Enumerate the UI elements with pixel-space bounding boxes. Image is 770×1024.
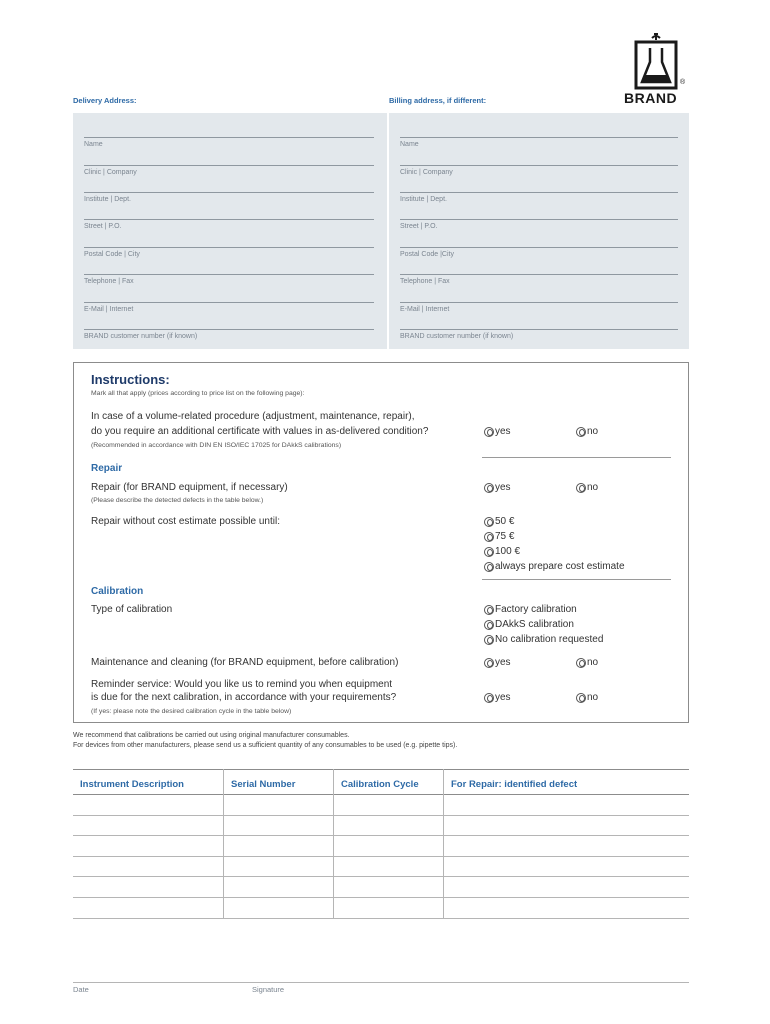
signature-line <box>73 982 689 983</box>
billing-email-field[interactable] <box>400 302 678 329</box>
billing-phone-field[interactable] <box>400 274 678 301</box>
maintenance-label: Maintenance and cleaning (for BRAND equipment, before calibration) <box>91 657 399 668</box>
option-label: Factory calibration <box>495 604 577 615</box>
maintenance-no-option[interactable] <box>576 657 598 668</box>
billing-address-box <box>389 113 689 349</box>
delivery-address-box <box>73 113 387 349</box>
radio-icon <box>484 483 494 493</box>
delivery-phone-field[interactable] <box>84 274 374 301</box>
table-row[interactable] <box>73 816 689 837</box>
field-label: BRAND customer number (if known) <box>400 333 514 340</box>
radio-icon <box>484 427 494 437</box>
radio-icon <box>576 483 586 493</box>
divider <box>482 579 671 580</box>
field-label: Institute | Dept. <box>84 196 131 203</box>
option-label: No calibration requested <box>495 634 604 645</box>
date-label: Date <box>73 985 89 994</box>
repair-no-option[interactable] <box>576 482 598 493</box>
recommendation-line1: We recommend that calibrations be carried out using original manufacturer consumables. <box>73 732 350 739</box>
header-serial-number: Serial Number <box>231 779 296 790</box>
field-label: Name <box>84 141 103 148</box>
cost-option-100[interactable] <box>484 546 520 557</box>
option-label: no <box>587 426 599 437</box>
radio-icon <box>484 562 494 572</box>
billing-name-field[interactable] <box>400 137 678 164</box>
option-label: yes <box>495 657 511 668</box>
calibration-heading: Calibration <box>91 586 144 597</box>
billing-postal-field[interactable] <box>400 247 678 274</box>
field-label: BRAND customer number (if known) <box>84 333 198 340</box>
registered-mark: ® <box>680 79 686 86</box>
delivery-name-field[interactable] <box>84 137 374 164</box>
option-label: no <box>587 692 599 703</box>
radio-icon <box>484 635 494 645</box>
radio-icon <box>576 658 586 668</box>
option-label: 50 € <box>495 516 515 527</box>
option-label: yes <box>495 426 511 437</box>
instructions-subtitle: Mark all that apply (prices according to price list on the following page): <box>91 390 305 397</box>
repair-note: (Please describe the detected defects in the table below.) <box>91 497 264 504</box>
field-label: Clinic | Company <box>400 169 453 176</box>
table-row[interactable] <box>73 898 689 919</box>
delivery-postal-field[interactable] <box>84 247 374 274</box>
column-divider <box>443 769 444 918</box>
radio-icon <box>484 620 494 630</box>
delivery-address-title: Delivery Address: <box>73 96 137 105</box>
table-row[interactable] <box>73 857 689 878</box>
billing-street-field[interactable] <box>400 219 678 246</box>
calibration-factory-option[interactable] <box>484 604 577 615</box>
table-row[interactable] <box>73 795 689 816</box>
option-label: 100 € <box>495 546 521 557</box>
recommendation-line2: For devices from other manufacturers, please send us a sufficient quantity of any consumables to be used (e.g. pipette tips). <box>73 742 458 749</box>
radio-icon <box>576 693 586 703</box>
reminder-question-line2: is due for the next calibration, in accordance with your requirements? <box>91 692 397 703</box>
radio-icon <box>576 427 586 437</box>
radio-icon <box>484 693 494 703</box>
table-row[interactable] <box>73 877 689 898</box>
option-label: yes <box>495 482 511 493</box>
cost-option-75[interactable] <box>484 531 514 542</box>
instructions-title: Instructions: <box>91 372 170 387</box>
delivery-email-field[interactable] <box>84 302 374 329</box>
certificate-no-option[interactable] <box>576 426 598 437</box>
option-label: yes <box>495 692 511 703</box>
option-label: 75 € <box>495 531 515 542</box>
certificate-question-line2: do you require an additional certificate with values in as-delivered condition? <box>91 426 429 437</box>
radio-icon <box>484 517 494 527</box>
reminder-no-option[interactable] <box>576 692 598 703</box>
field-label: Telephone | Fax <box>400 278 450 285</box>
header-calibration-cycle: Calibration Cycle <box>341 779 419 790</box>
calibration-none-option[interactable] <box>484 634 603 645</box>
instructions-box <box>73 362 689 723</box>
signature-label: Signature <box>252 985 285 994</box>
divider <box>482 457 671 458</box>
certificate-note: (Recommended in accordance with DIN EN ISO/IEC 17025 for DAkkS calibrations) <box>91 442 342 449</box>
table-header <box>73 769 689 795</box>
repair-label: Repair (for BRAND equipment, if necessary) <box>91 482 288 493</box>
field-label: Street | P.O. <box>400 223 438 230</box>
option-label: DAkkS calibration <box>495 619 574 630</box>
reminder-question-line1: Reminder service: Would you like us to remind you when equipment <box>91 679 393 690</box>
header-instrument-description: Instrument Description <box>80 779 184 790</box>
field-label: Street | P.O. <box>84 223 122 230</box>
field-label: Postal Code |City <box>400 251 454 258</box>
billing-institute-field[interactable] <box>400 192 678 219</box>
header-repair-defect: For Repair: identified defect <box>451 779 578 790</box>
delivery-company-field[interactable] <box>84 165 374 192</box>
field-label: Clinic | Company <box>84 169 137 176</box>
table-row[interactable] <box>73 836 689 857</box>
radio-icon <box>484 532 494 542</box>
billing-address-title: Billing address, if different: <box>389 96 487 105</box>
delivery-customer-number-field[interactable] <box>84 329 374 356</box>
repair-yes-option[interactable] <box>484 482 511 493</box>
maintenance-yes-option[interactable] <box>484 657 511 668</box>
billing-company-field[interactable] <box>400 165 678 192</box>
calibration-dakks-option[interactable] <box>484 619 574 630</box>
field-label: E-Mail | Internet <box>84 306 134 313</box>
field-label: Name <box>400 141 419 148</box>
option-label: no <box>587 482 599 493</box>
field-label: E-Mail | Internet <box>400 306 450 313</box>
column-divider <box>333 769 334 918</box>
field-label: Institute | Dept. <box>400 196 447 203</box>
brand-wordmark: BRAND <box>624 90 678 106</box>
radio-icon <box>484 605 494 615</box>
certificate-question-line1: In case of a volume-related procedure (adjustment, maintenance, repair), <box>91 411 415 422</box>
option-label: no <box>587 657 599 668</box>
delivery-street-field[interactable] <box>84 219 374 246</box>
field-label: Telephone | Fax <box>84 278 134 285</box>
calibration-type-label: Type of calibration <box>91 604 173 615</box>
reminder-yes-option[interactable] <box>484 692 511 703</box>
radio-icon <box>484 547 494 557</box>
delivery-institute-field[interactable] <box>84 192 374 219</box>
reminder-note: (If yes: please note the desired calibration cycle in the table below) <box>91 708 292 715</box>
option-label: always prepare cost estimate <box>495 561 625 572</box>
cost-option-estimate[interactable] <box>484 561 625 572</box>
repair-cost-label: Repair without cost estimate possible until: <box>91 516 280 527</box>
column-divider <box>223 769 224 918</box>
billing-customer-number-field[interactable] <box>400 329 678 356</box>
field-label: Postal Code | City <box>84 251 140 258</box>
instruments-table <box>73 769 689 919</box>
cost-option-50[interactable] <box>484 516 514 527</box>
certificate-yes-option[interactable] <box>484 426 511 437</box>
radio-icon <box>484 658 494 668</box>
repair-heading: Repair <box>91 463 123 474</box>
